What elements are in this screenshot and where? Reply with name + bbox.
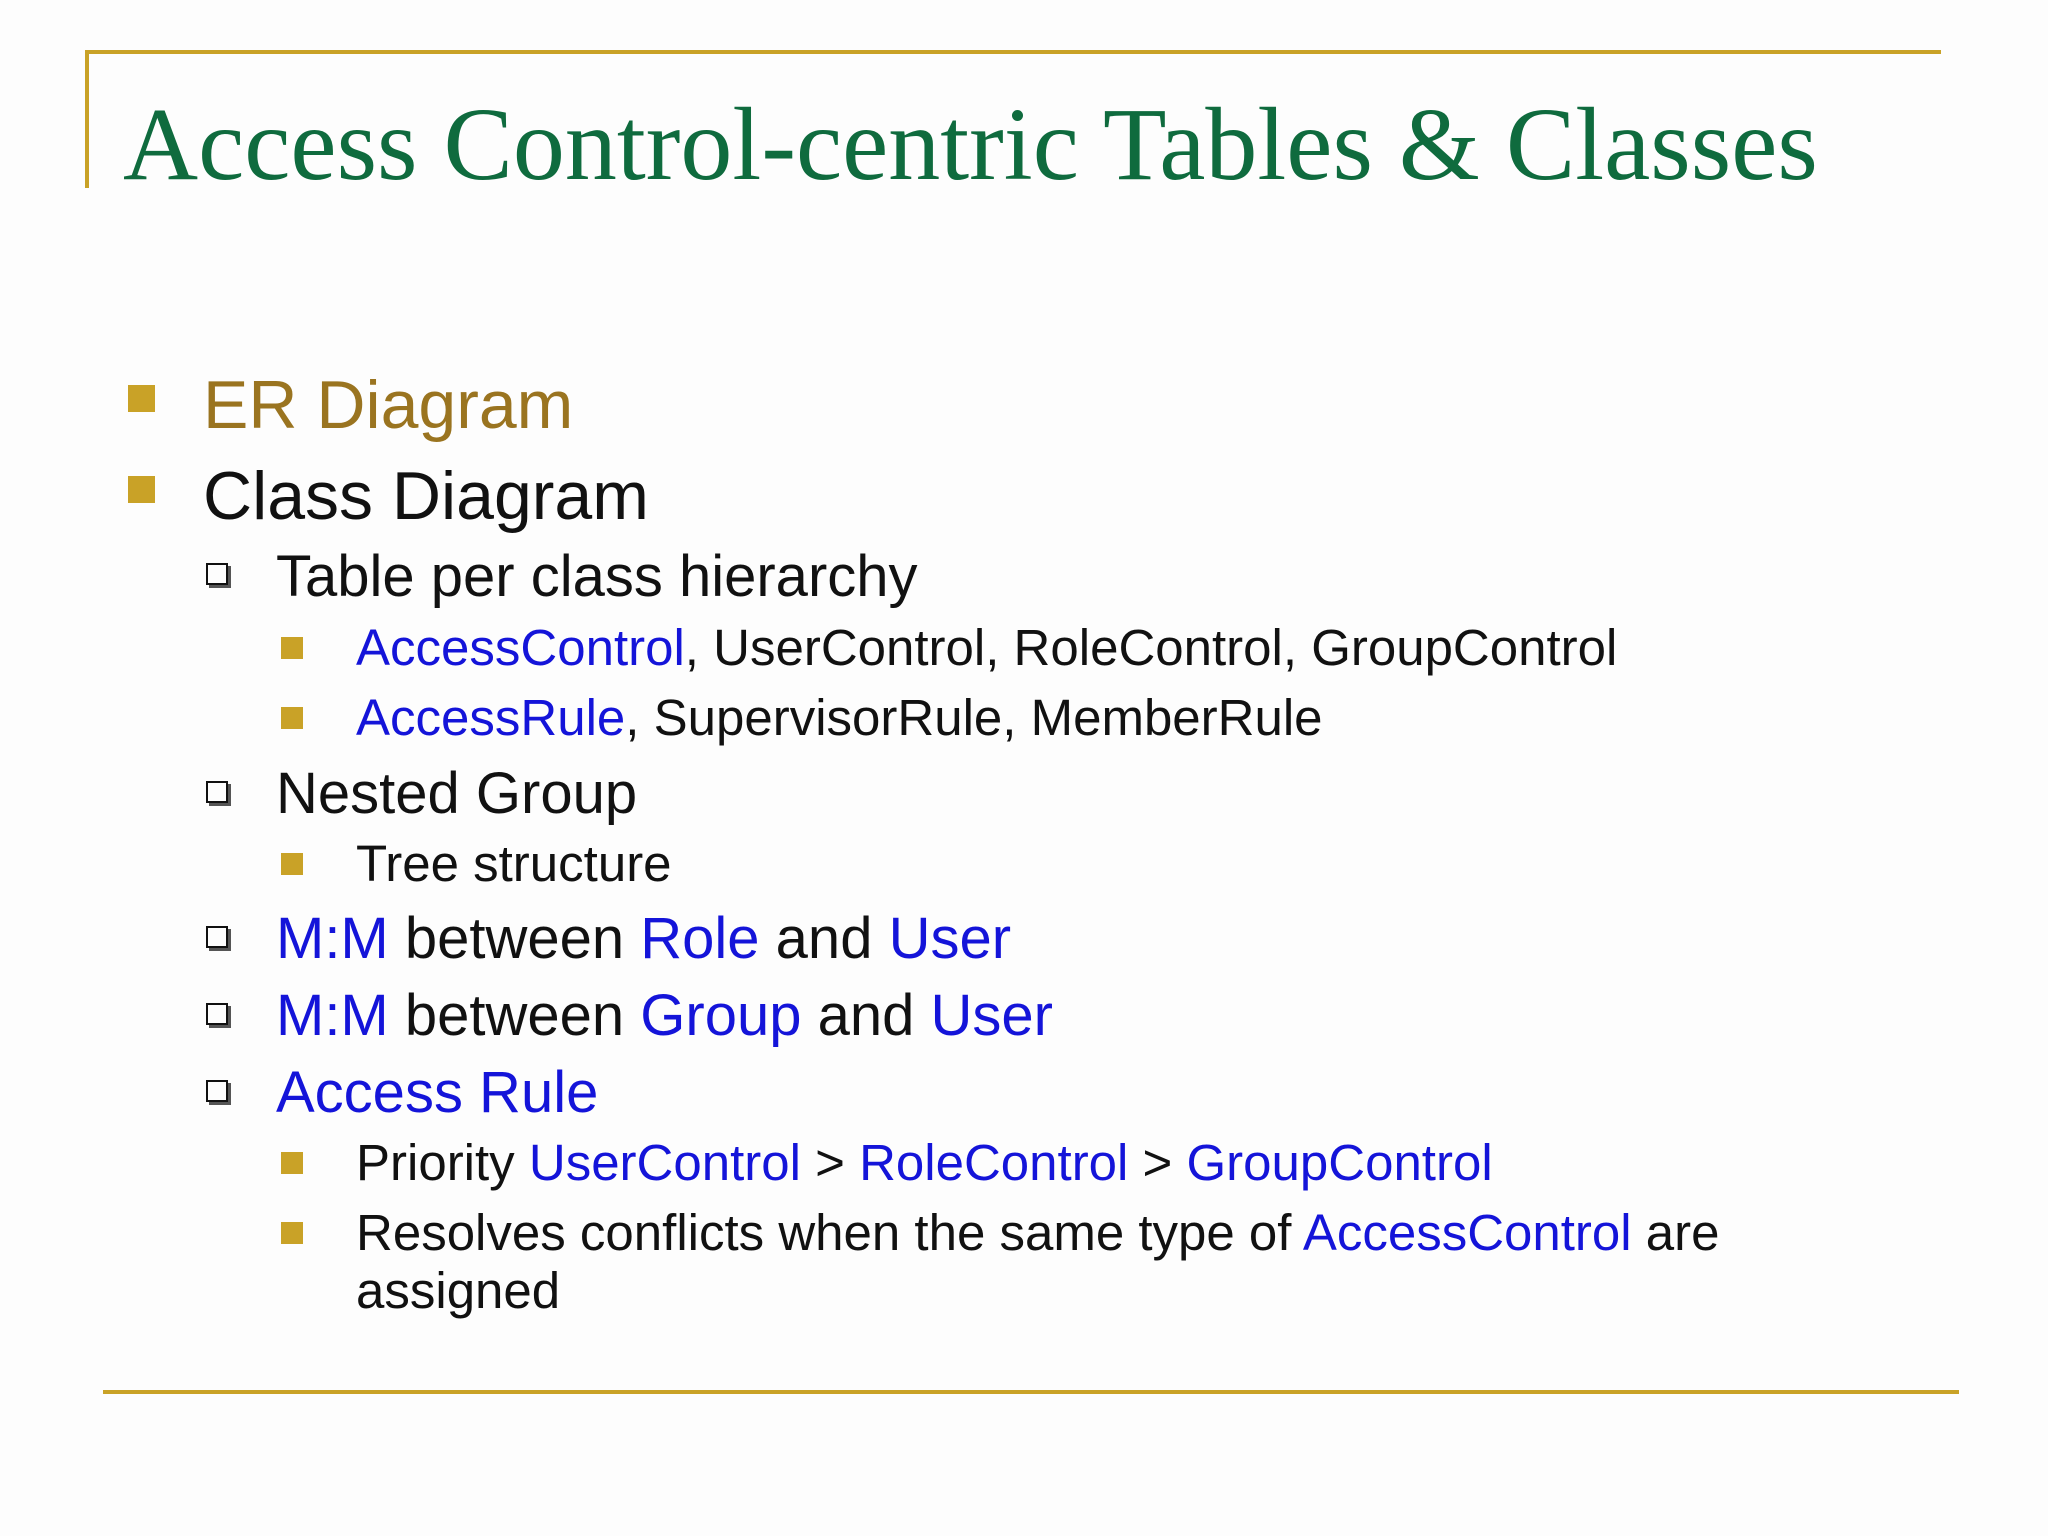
resolves-text-end: are xyxy=(1631,1204,1720,1261)
user-term: User xyxy=(888,906,1012,971)
bullet-class-diagram: Class Diagram xyxy=(203,458,649,534)
bullet-resolves-conflicts xyxy=(356,1203,1720,1263)
square-bullet-icon xyxy=(128,385,155,412)
hollow-square-bullet-icon xyxy=(206,1080,228,1102)
greater-than-symbol: > xyxy=(1128,1134,1187,1191)
hollow-square-bullet-icon xyxy=(206,926,228,948)
square-bullet-icon xyxy=(281,707,303,729)
mm-term: M:M xyxy=(276,906,389,971)
bullet-access-rule: Access Rule xyxy=(276,1060,599,1125)
bullet-table-per-class: Table per class hierarchy xyxy=(276,544,918,609)
and-text: and xyxy=(801,983,931,1048)
bullet-er-diagram: ER Diagram xyxy=(203,367,574,443)
hollow-square-bullet-icon xyxy=(206,563,228,585)
between-text: between xyxy=(388,906,641,971)
mm-term: M:M xyxy=(276,983,389,1048)
bullet-mm-role-user xyxy=(276,904,1011,974)
access-control-term: AccessControl xyxy=(1302,1204,1632,1261)
square-bullet-icon xyxy=(281,1152,303,1174)
priority-label: Priority xyxy=(356,1134,529,1191)
resolves-text: Resolves conflicts when the same type of xyxy=(356,1204,1303,1261)
between-text: between xyxy=(388,983,641,1048)
user-term: User xyxy=(930,983,1053,1048)
access-rule-siblings: , SupervisorRule, MemberRule xyxy=(625,689,1323,746)
top-rule xyxy=(85,50,1941,54)
access-control-term: AccessControl xyxy=(356,619,685,676)
square-bullet-icon xyxy=(281,637,303,659)
bottom-rule xyxy=(103,1390,1959,1394)
bullet-mm-group-user xyxy=(276,981,1053,1051)
access-rule-term: AccessRule xyxy=(356,689,626,746)
bullet-priority xyxy=(356,1133,1493,1193)
bullet-resolves-conflicts-continued: assigned xyxy=(356,1262,561,1319)
square-bullet-icon xyxy=(281,1222,303,1244)
group-term: Group xyxy=(640,983,802,1048)
group-control-term: GroupControl xyxy=(1186,1134,1493,1191)
user-control-term: UserControl xyxy=(528,1134,801,1191)
bullet-access-control-classes xyxy=(356,618,1617,678)
and-text: and xyxy=(759,906,889,971)
access-control-siblings: , UserControl, RoleControl, GroupControl xyxy=(684,619,1618,676)
square-bullet-icon xyxy=(281,853,303,875)
left-rule xyxy=(85,50,89,188)
hollow-square-bullet-icon xyxy=(206,781,228,803)
bullet-access-rule-classes xyxy=(356,688,1323,748)
role-term: Role xyxy=(640,906,760,971)
greater-than-symbol: > xyxy=(800,1134,860,1191)
bullet-tree-structure: Tree structure xyxy=(356,835,672,892)
square-bullet-icon xyxy=(128,476,155,503)
hollow-square-bullet-icon xyxy=(206,1003,228,1025)
bullet-nested-group: Nested Group xyxy=(276,761,638,826)
slide-title: Access Control-centric Tables & Classes xyxy=(123,87,1818,202)
role-control-term: RoleControl xyxy=(859,1134,1129,1191)
